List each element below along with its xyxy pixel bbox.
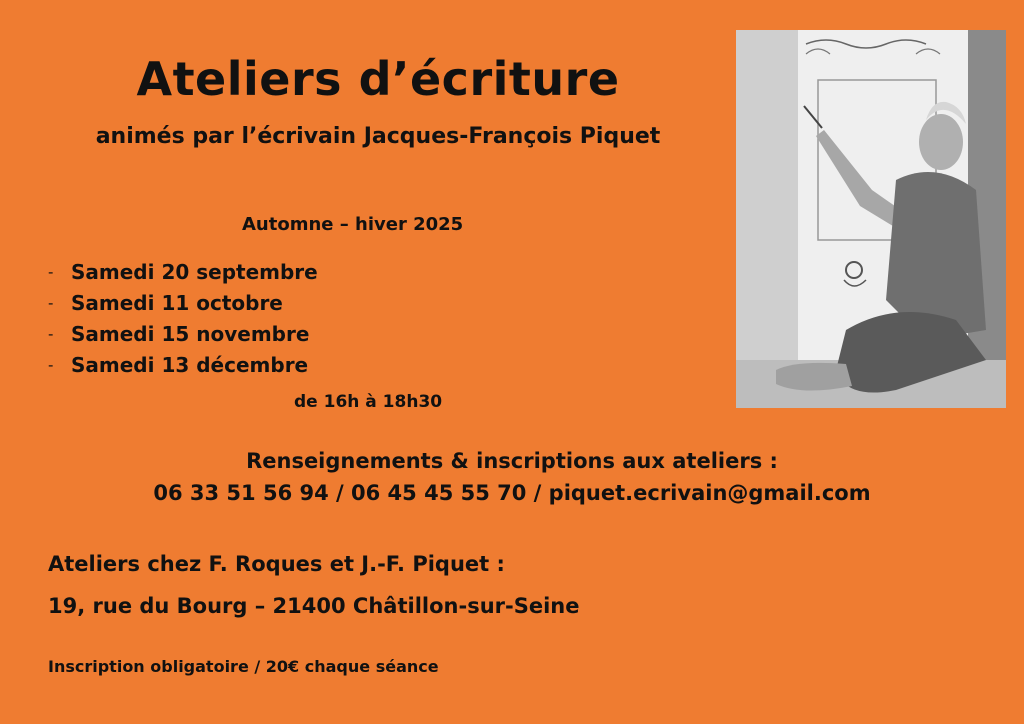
venue-address: 19, rue du Bourg – 21400 Châtillon-sur-Seine [48,594,580,618]
venue-heading: Ateliers chez F. Roques et J.-F. Piquet : [48,552,505,576]
contact-info: 06 33 51 56 94 / 06 45 45 55 70 / piquet.ecrivain@gmail.com [153,481,871,505]
hours-label: de 16h à 18h30 [294,392,443,412]
poster-subtitle: animés par l’écrivain Jacques-François Piquet [95,124,661,149]
writer-photo [736,30,1006,408]
date-text: Samedi 13 décembre [71,352,309,377]
date-text: Samedi 20 septembre [71,259,318,284]
date-text: Samedi 11 octobre [71,290,283,315]
bullet-dash: - [48,262,54,281]
date-text: Samedi 15 novembre [71,321,310,346]
dates-list [48,256,318,380]
list-item [48,349,318,380]
writer-photo-illustration [736,30,1006,408]
contact-heading: Renseignements & inscriptions aux ateliers : [246,449,778,473]
list-item [48,318,318,349]
bullet-dash: - [48,355,54,374]
poster-title: Ateliers d’écriture [136,52,620,106]
registration-note: Inscription obligatoire / 20€ chaque séance [48,657,439,676]
season-label: Automne – hiver 2025 [242,214,464,235]
list-item [48,256,318,287]
bullet-dash: - [48,293,54,312]
bullet-dash: - [48,324,54,343]
list-item [48,287,318,318]
